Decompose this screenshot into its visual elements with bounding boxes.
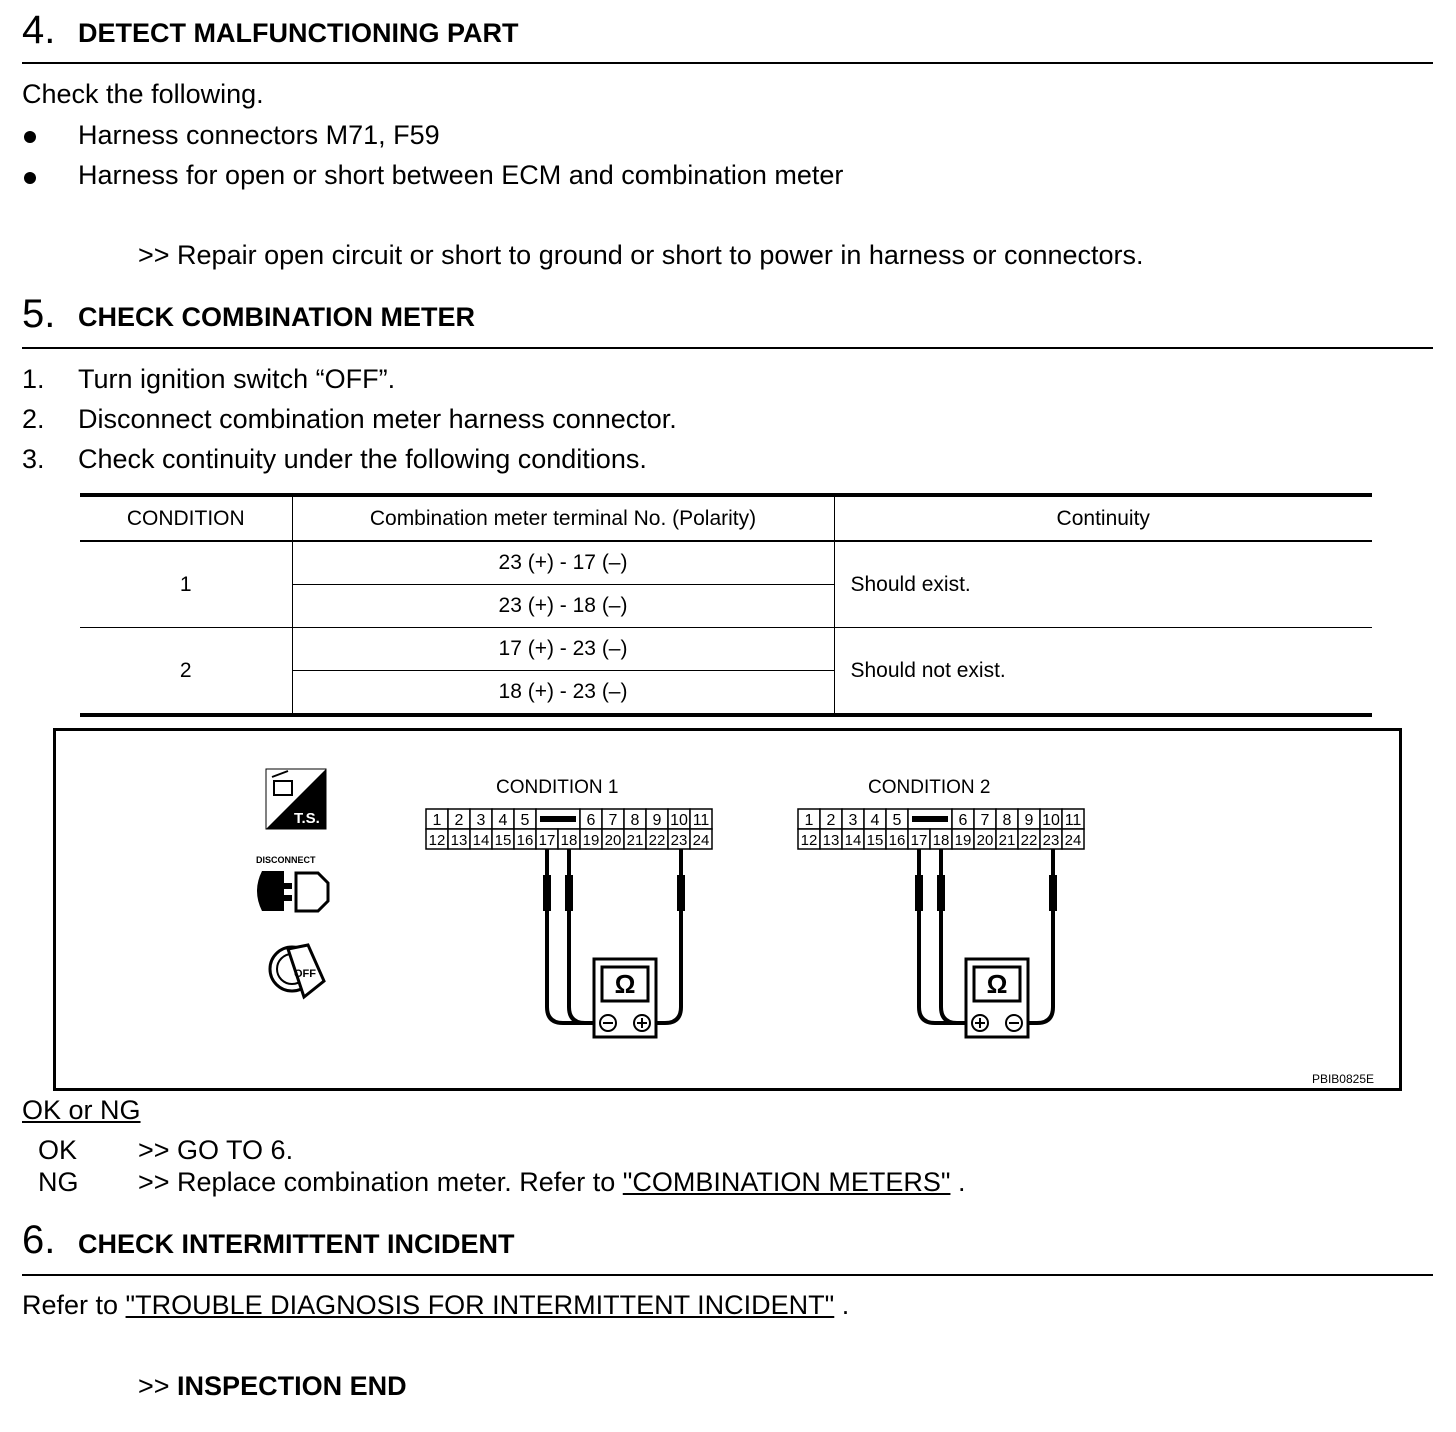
ok-ng-heading: OK or NG bbox=[22, 1095, 141, 1125]
terminal-number: 11 bbox=[692, 812, 710, 829]
divider bbox=[22, 1274, 1433, 1276]
connector-cell bbox=[602, 809, 624, 829]
table-cell: 17 (+) - 23 (–) bbox=[292, 628, 834, 671]
terminal-number: 23 bbox=[670, 832, 688, 849]
off-label: OFF bbox=[294, 968, 316, 980]
connector-cell bbox=[668, 809, 690, 829]
connector-cell bbox=[448, 829, 470, 849]
terminal-number: 14 bbox=[844, 832, 862, 849]
list-number: 1. bbox=[22, 364, 45, 394]
terminal-number: 10 bbox=[670, 812, 688, 829]
probe-tips-condition-1 bbox=[543, 875, 685, 911]
terminal-number: 21 bbox=[998, 832, 1016, 849]
connector-cell bbox=[580, 809, 602, 829]
connector-cell bbox=[536, 829, 558, 849]
terminal-number: 5 bbox=[520, 812, 530, 829]
step-5-title: CHECK COMBINATION METER bbox=[78, 302, 475, 332]
connector-condition-1 bbox=[426, 809, 712, 849]
connector-cell bbox=[820, 809, 842, 829]
terminal-number: 2 bbox=[454, 812, 464, 829]
connector-cell bbox=[820, 829, 842, 849]
terminal-number: 15 bbox=[866, 832, 884, 849]
terminal-number: 1 bbox=[804, 812, 814, 829]
inspection-end-label: INSPECTION END bbox=[177, 1371, 407, 1401]
ts-label: T.S. bbox=[294, 810, 320, 827]
connector-cell bbox=[470, 809, 492, 829]
terminal-number: 6 bbox=[958, 812, 968, 829]
connector-cell bbox=[690, 829, 712, 849]
table-header: CONDITION bbox=[80, 495, 292, 541]
connector-cell bbox=[1062, 809, 1084, 829]
ohmmeter-condition-1 bbox=[594, 959, 656, 1037]
table-cell: Should exist. bbox=[834, 541, 1372, 628]
disconnect-icon bbox=[256, 855, 328, 911]
connector-cell bbox=[690, 809, 712, 829]
connector-cell bbox=[930, 829, 952, 849]
connector-cell bbox=[996, 829, 1018, 849]
connector-cell bbox=[974, 809, 996, 829]
list-item: Check continuity under the following conditions. bbox=[78, 444, 647, 474]
terminal-number: 24 bbox=[692, 832, 710, 849]
step-6-text-prefix: Refer to bbox=[22, 1290, 126, 1320]
terminal-number: 17 bbox=[910, 832, 928, 849]
terminal-number: 16 bbox=[888, 832, 906, 849]
table-cell: Should not exist. bbox=[834, 628, 1372, 716]
connector-cell bbox=[1040, 809, 1062, 829]
table-cell: 23 (+) - 18 (–) bbox=[292, 585, 834, 628]
ng-action-suffix: . bbox=[950, 1167, 966, 1197]
connector-cell bbox=[514, 809, 536, 829]
terminal-number: 20 bbox=[604, 832, 622, 849]
terminal-number: 6 bbox=[586, 812, 596, 829]
step-4-title: DETECT MALFUNCTIONING PART bbox=[78, 18, 519, 48]
connector-cell bbox=[952, 809, 974, 829]
connector-cell bbox=[448, 809, 470, 829]
list-item: Disconnect combination meter harness connector. bbox=[78, 404, 677, 434]
connector-cell bbox=[492, 829, 514, 849]
table-cell: 23 (+) - 17 (–) bbox=[292, 541, 834, 585]
connector-cell bbox=[624, 809, 646, 829]
table-cell: 18 (+) - 23 (–) bbox=[292, 671, 834, 716]
terminal-number: 4 bbox=[870, 812, 880, 829]
terminal-number: 4 bbox=[498, 812, 508, 829]
terminal-number: 3 bbox=[848, 812, 858, 829]
terminal-number: 18 bbox=[932, 832, 950, 849]
ng-action bbox=[138, 1166, 965, 1198]
connector-cell bbox=[1018, 809, 1040, 829]
connector-cell bbox=[1040, 829, 1062, 849]
terminal-number: 23 bbox=[1042, 832, 1060, 849]
step-4-bullet: Harness connectors M71, F59 bbox=[78, 120, 440, 150]
terminal-number: 13 bbox=[822, 832, 840, 849]
terminal-number: 17 bbox=[538, 832, 556, 849]
figure-id: PBIB0825E bbox=[1311, 1072, 1374, 1086]
continuity-table bbox=[80, 493, 1372, 717]
bullet-icon bbox=[24, 131, 36, 143]
terminal-number: 2 bbox=[826, 812, 836, 829]
connector-cell bbox=[536, 809, 580, 829]
list-item: Turn ignition switch “OFF”. bbox=[78, 364, 396, 394]
ignition-off-icon bbox=[270, 945, 324, 997]
connector-cell bbox=[646, 829, 668, 849]
ohmmeter-condition-2 bbox=[966, 959, 1028, 1037]
terminal-number: 13 bbox=[450, 832, 468, 849]
connector-cell bbox=[996, 809, 1018, 829]
ng-label: NG bbox=[38, 1167, 79, 1197]
table-cell: 1 bbox=[80, 541, 292, 628]
ohm-symbol: Ω bbox=[986, 969, 1008, 999]
list-number: 3. bbox=[22, 444, 45, 474]
step-6-title: CHECK INTERMITTENT INCIDENT bbox=[78, 1229, 515, 1259]
table-cell: 2 bbox=[80, 628, 292, 716]
probe-tips-condition-2 bbox=[915, 875, 1057, 911]
inspection-end-prefix: >> bbox=[138, 1371, 178, 1401]
terminal-number: 14 bbox=[472, 832, 490, 849]
condition-2-label: CONDITION 2 bbox=[868, 777, 991, 798]
terminal-number: 9 bbox=[1024, 812, 1034, 829]
terminal-number: 22 bbox=[1020, 832, 1038, 849]
ok-label: OK bbox=[38, 1135, 78, 1165]
connector-cell bbox=[426, 829, 448, 849]
connector-cell bbox=[668, 829, 690, 849]
ts-icon bbox=[266, 769, 326, 829]
terminal-number: 18 bbox=[560, 832, 578, 849]
terminal-number: 11 bbox=[1064, 812, 1082, 829]
intermittent-incident-link[interactable]: "TROUBLE DIAGNOSIS FOR INTERMITTENT INCIDENT" bbox=[125, 1290, 835, 1320]
step-4-number: 4. bbox=[22, 8, 56, 52]
connector-cell bbox=[952, 829, 974, 849]
step-4-action: >> Repair open circuit or short to ground or short to power in harness or connectors. bbox=[138, 240, 1144, 270]
ohm-symbol: Ω bbox=[614, 969, 636, 999]
table-header: Continuity bbox=[834, 495, 1372, 541]
terminal-number: 5 bbox=[892, 812, 902, 829]
step-6-text bbox=[22, 1289, 849, 1321]
step-5-number: 5. bbox=[22, 292, 56, 336]
connector-cell bbox=[842, 809, 864, 829]
table-header: Combination meter terminal No. (Polarity) bbox=[292, 495, 834, 541]
connector-cell bbox=[908, 809, 952, 829]
connector-cell bbox=[646, 809, 668, 829]
connector-cell bbox=[842, 829, 864, 849]
terminal-number: 16 bbox=[516, 832, 534, 849]
connector-cell bbox=[624, 829, 646, 849]
connector-cell bbox=[864, 829, 886, 849]
condition-1-label: CONDITION 1 bbox=[496, 777, 619, 798]
terminal-number: 20 bbox=[976, 832, 994, 849]
connector-cell bbox=[1018, 829, 1040, 849]
bullet-icon bbox=[24, 172, 36, 184]
terminal-number: 24 bbox=[1064, 832, 1082, 849]
terminal-number: 15 bbox=[494, 832, 512, 849]
connector-cell bbox=[886, 829, 908, 849]
ng-action-text: >> Replace combination meter. Refer to bbox=[138, 1167, 623, 1197]
terminal-number: 10 bbox=[1042, 812, 1060, 829]
terminal-number: 9 bbox=[652, 812, 662, 829]
table-header-row bbox=[80, 495, 1372, 541]
terminal-number: 21 bbox=[626, 832, 644, 849]
terminal-number: 1 bbox=[432, 812, 442, 829]
list-number: 2. bbox=[22, 404, 45, 434]
terminal-number: 7 bbox=[608, 812, 618, 829]
table-row bbox=[80, 628, 1372, 671]
terminal-number: 7 bbox=[980, 812, 990, 829]
divider bbox=[22, 347, 1433, 349]
connector-cell bbox=[1062, 829, 1084, 849]
connector-cell bbox=[514, 829, 536, 849]
step-6-text-suffix: . bbox=[834, 1290, 850, 1320]
terminal-number: 22 bbox=[648, 832, 666, 849]
ok-action: >> GO TO 6. bbox=[138, 1135, 294, 1165]
connector-cell bbox=[798, 809, 820, 829]
step-4-intro: Check the following. bbox=[22, 79, 264, 109]
wiring-figure bbox=[53, 728, 1402, 1091]
step-6-number: 6. bbox=[22, 1218, 56, 1262]
connector-cell bbox=[798, 829, 820, 849]
combination-meters-link[interactable]: "COMBINATION METERS" bbox=[622, 1167, 951, 1197]
terminal-number: 19 bbox=[582, 832, 600, 849]
connector-cell bbox=[558, 829, 580, 849]
connector-cell bbox=[602, 829, 624, 849]
connector-cell bbox=[580, 829, 602, 849]
connector-cell bbox=[426, 809, 448, 829]
terminal-number: 8 bbox=[1002, 812, 1012, 829]
connector-condition-2 bbox=[798, 809, 1084, 849]
connector-cell bbox=[908, 829, 930, 849]
connector-cell bbox=[864, 809, 886, 829]
connector-cell bbox=[974, 829, 996, 849]
table-row bbox=[80, 541, 1372, 585]
terminal-number: 3 bbox=[476, 812, 486, 829]
divider bbox=[22, 62, 1433, 64]
terminal-number: 19 bbox=[954, 832, 972, 849]
inspection-end bbox=[138, 1370, 407, 1402]
connector-cell bbox=[470, 829, 492, 849]
connector-cell bbox=[492, 809, 514, 829]
terminal-number: 12 bbox=[428, 832, 446, 849]
step-4-bullet: Harness for open or short between ECM and combination meter bbox=[78, 160, 844, 190]
disconnect-label: DISCONNECT bbox=[256, 855, 316, 865]
connector-cell bbox=[886, 809, 908, 829]
terminal-number: 12 bbox=[800, 832, 818, 849]
terminal-number: 8 bbox=[630, 812, 640, 829]
